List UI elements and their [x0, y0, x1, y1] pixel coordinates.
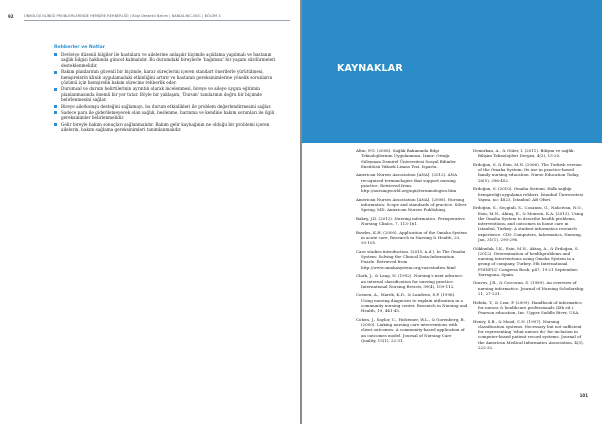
bullet-item: Sadece para ile giderilemeyecek olan sağlık, beslenme, barınma ve kendine bakım sorunları ile ilgili gereksinimler belirlenmelidir. — [54, 110, 276, 121]
reference-item: Bakey, J.D. (2012). Nursing informatics. Perioperative Nursing Clinics, 7, 113-161. — [356, 215, 465, 227]
reference-item: Henry, S.B., & Mead, C.N. (1997). Nursing classification systems: Necessary but not sufficient for representing ‘what nurses do’ for inclusion in computer-based patient record systems. Journal of the American Medical Informatics Association, 4(3), 222-32. — [473, 318, 584, 350]
header-rule — [24, 20, 290, 21]
page-number: 92 — [8, 14, 14, 19]
right-page — [302, 0, 602, 424]
chapter-banner — [302, 0, 602, 143]
bullet-item: Bireye aile/komşu desteğini sağlamayı, bu durum etkinlikleri ile problem değerlendirmesini sağlar. — [54, 104, 276, 109]
references-column-1 — [356, 148, 468, 347]
page-number: 101 — [579, 393, 588, 398]
reference-item: Bowles, K.H. (2000). Application of the Omaha System in acute care. Research in Nursing & Health, 23, 93-105. — [356, 229, 467, 246]
running-title: ONKOLOJİ KLİNİĞİ PROBLEMLERİNDE HEMŞİRE REHBERLİĞİ | Bilgi Destekli Bakım | NANDA-NIC-NOC | BÖLÜM 3 — [24, 14, 221, 18]
reference-item: Erdoğan, S., Seçginli, S., Cosansu, G., Nahcivan, N.O., Esin, M.N., Aktaş, E., & Monsen, K.A. (2013). Using the Omaha System to describe health problems, interventions, and outcomes in home care in Istanbul, Turkey: A student informatics research experience. CIN: Computers, Informatics, Nursing, Jan, 31(1), 290-296. — [473, 205, 584, 242]
reference-item: American Nurses Association [ANA]. (2012). ANA recognized terminologies that support nursing practice. Retrieved from: http://nursingworld.org/npii/terminologies.htm — [356, 172, 457, 194]
reference-item: Gökbudak, İ.K., Esin, M.N., Aktaş, A., & Erdoğan, S. (2012). Determination of healthproblems and nursing interventions using Omaha System in a group of company, Turkey. 5th International POINFLU Congress Book, p47, 19-21 September, Tarragona, Spain. — [473, 245, 579, 277]
bullet-item: Gelir bireyle bakım sonuçları sağlanmalıdır. Bakım gelir kaynağının ne olduğu bir problemi içeren ailelerin, bakım sağlama gereksinimleri tanımlanmalıdır. — [54, 122, 276, 133]
reference-item: Case studies introduction. (2015, n.d.). In The Omaha System: Solving the Clinical Data-Information Puzzle. Retrieved from http://www.omahasystem.org/casestudies.html — [356, 248, 466, 270]
running-header — [0, 0, 300, 24]
bullet-item: Devletçe düzenli bilgiler ile hastalara ve ailelerine anlaşılır biçimde açıklama yapılmalı ve hastanın sağlık bilgisi hakkında güncel kalmalıdır. Bu durumdaki bireylerle ‘bağımsız’ bir yaşam sürdürmeleri desteklenmelidir. — [54, 52, 276, 68]
reference-item: Clark, J., & Lang, N. (1992). Nursing's next advance: an internal classification for nursing practice. International Nursing Review, 39(4), 109-112. — [356, 273, 463, 289]
bullet-item: Bakım planlarının güvenli bir biçimde, karar süreçlerini içeren standart önerilerle yürütülmesi, hemşirelerin klinik uygulamadaki etkinliğini artırır ve hastanın gereksinimlerine yönelik sorunların çözümü için hemşirelik bakım sürecine rehberlik eder. — [54, 69, 276, 85]
bullet-item: Durumsal ve durum belirtilerinin ayrıntılı olarak incelenmesi, bireye ve aileye uygun eğitimin planlanmasında önemli bir yer tutar. Böyle bir yaklaşım, ‘Durum’ tanılarının doğru bir biçimde belirlenmesini sağlar. — [54, 86, 276, 102]
reference-item: Demirkan, A., & Güler, İ. (2011). Bilişim ve sağlık. Bilişim Teknolojileri Dergisi, 4(3), 13-20. — [473, 148, 575, 159]
reference-item: Altın, P.G. (2008). Sağlık Bakımında Bilgi Teknolojilerinin Uygulanması. İzmir: Ortağı. Süleyman Demirel Üniversitesi Sosyal Bilimler Enstitüsü Yüksek Lisans Tezi. Isparta. — [356, 148, 456, 169]
reference-item: Erdoğan, S. & Esin, M.N. (2006). The Turkish version of the Omaha System: Its use in practice-based family nursing education. Nurse Education Today, 26(5), 396-402. — [473, 161, 582, 183]
reference-item: Cohen, J., Saylor, C., Holzemer, W.L., & Gorenberg, B. (2000). Linking nursing care interventions with client outcomes: A community-based application of an outcomes model. Journal of Nursing Care Quality, 15(1), 22-31. — [356, 316, 465, 343]
left-page — [0, 0, 300, 424]
reference-item: Coenen, A., Marek, K.D., & Lundeen, S.P. (1996). Using nursing diagnoses to explain utilization in a community nursing center. Research in Nursing and Health, 19, 441-45. — [356, 292, 468, 314]
reference-item: American Nurses Association [ANA]. (2008). Nursing informatics: Scope and standards of practice. Silver Spring, MD: American Nurses Publishing. — [356, 196, 467, 213]
references-column-2 — [473, 148, 585, 354]
reference-item: Hebda, T., & Czar, P. (2009). Handbook of informatics for nurses & healthcare professionals (4th ed.). Pearson education, Inc. Upper Saddle River, USA. — [473, 299, 582, 316]
section-heading: Rehberler ve Notlar — [54, 45, 105, 50]
reference-item: Erdoğan, S. (2010). Omaha Sistemi: Halk sağlığı hemşireliği uygulama rehberi. İstanbul Üniversitesi Yayını, no: 4823, İstanbul: AB Ofset. — [473, 186, 583, 202]
banner-title: KAYNAKLAR — [337, 63, 403, 74]
bullet-list — [54, 52, 276, 134]
reference-item: Graves, J.R., & Corcoran, S. (1989). An overview of nursing informatics. Journal of Nursing Scholarship, 21, 27-231. — [473, 280, 585, 296]
